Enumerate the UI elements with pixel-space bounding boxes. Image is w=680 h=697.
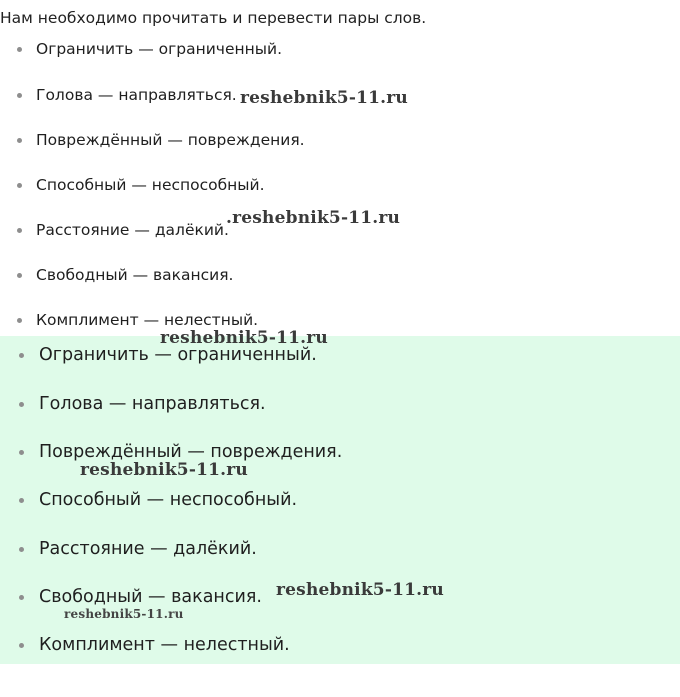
bullet-icon — [19, 547, 24, 552]
list-item-text: Ограничить — ограниченный. — [36, 40, 283, 58]
bullet-icon — [19, 402, 24, 407]
bullet-icon — [19, 643, 24, 648]
list-item-text: Ограничить — ограниченный. — [39, 345, 317, 365]
bullet-icon — [19, 498, 24, 503]
bullet-icon — [17, 318, 22, 323]
watermark-text: reshebnik5-11.ru — [276, 580, 444, 600]
list-item-text: Комплимент — нелестный. — [36, 311, 259, 329]
bullet-icon — [17, 228, 22, 233]
bullet-icon — [19, 450, 24, 455]
list-item-text: Голова — направляться. — [36, 86, 237, 104]
bullet-icon — [19, 353, 24, 358]
list-item-text: Способный — неспособный. — [36, 176, 265, 194]
list-item-text: Свободный — вакансия. — [36, 266, 234, 284]
bullet-icon — [17, 273, 22, 278]
watermark-text: reshebnik5-11.ru — [240, 88, 408, 108]
watermark-text: reshebnik5-11.ru — [80, 460, 248, 480]
bullet-icon — [19, 595, 24, 600]
list-item-text: Комплимент — нелестный. — [39, 635, 290, 655]
list-item-text: Повреждённый — повреждения. — [36, 131, 305, 149]
watermark-text: .reshebnik5-11.ru — [226, 208, 401, 228]
bullet-icon — [17, 183, 22, 188]
intro-text: Нам необходимо прочитать и перевести пары слов. — [0, 9, 427, 27]
list-item-text: Голова — направляться. — [39, 394, 266, 414]
bullet-icon — [17, 47, 22, 52]
list-item-text: Расстояние — далёкий. — [39, 539, 257, 559]
bullet-icon — [17, 93, 22, 98]
list-item-text: Способный — неспособный. — [39, 490, 298, 510]
list-item-text: Повреждённый — повреждения. — [39, 442, 343, 462]
list-item-text: Свободный — вакансия. — [39, 587, 262, 607]
watermark-text: reshebnik5-11.ru — [64, 607, 184, 621]
watermark-text: reshebnik5-11.ru — [160, 328, 328, 348]
bullet-icon — [17, 138, 22, 143]
list-item-text: Расстояние — далёкий. — [36, 221, 229, 239]
